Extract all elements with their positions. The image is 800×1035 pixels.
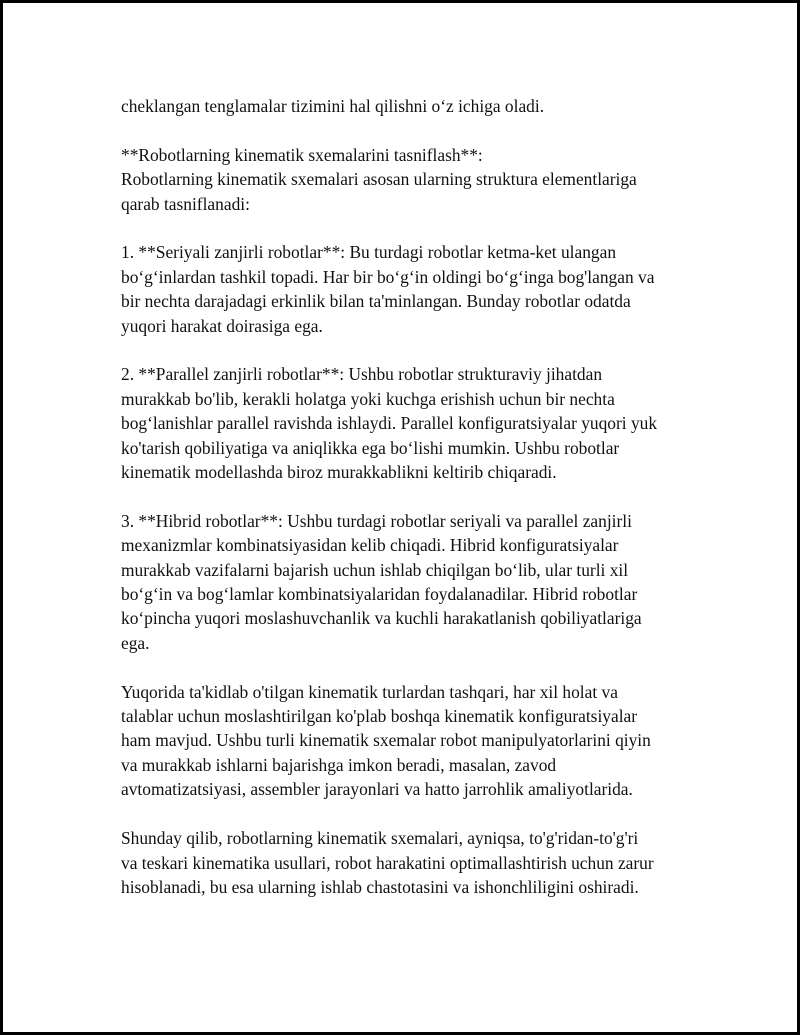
paragraph-classification-heading: **Robotlarning kinematik sxemalarini tasniflash**: Robotlarning kinematik sxemalari asosan ularning struktura elementlariga qarab tasniflanadi: [121,144,637,214]
paragraph-conclusion: Shunday qilib, robotlarning kinematik sxemalari, ayniqsa, to'g'ridan-to'g'ri va teskari kinematika usullari, robot harakatini optimallashtirish uchun zarur hisoblanadi, bu esa ularning ishlab chastotasini va ishonchliligini oshiradi. [121,828,654,897]
paragraph-serial-robots: 1. **Seriyali zanjirli robotlar**: Bu turdagi robotlar ketma-ket ulangan bo‘g‘inlardan tashkil topadi. Har bir bo‘g‘in oldingi bo‘g‘inga bog'langan va bir nechta darajadagi erkinlik bilan ta'minlangan. Bunday robotlar odatda yuqori harakat doirasiga ega. [121,242,655,336]
paragraph-other-configurations: Yuqorida ta'kidlab o'tilgan kinematik turlardan tashqari, har xil holat va talablar uchun moslashtirilgan ko'plab boshqa kinematik konfiguratsiyalar ham mavjud. Ushbu turli kinematik sxemalar robot manipulyatorlarini qiyin va murakkab ishlarni bajarishga imkon beradi, masalan, zavod avtomatizatsiyasi, assembler jarayonlari va hatto jarrohlik amaliyotlarida. [121,681,651,800]
paragraph-hybrid-robots: 3. **Hibrid robotlar**: Ushbu turdagi robotlar seriyali va parallel zanjirli mexanizmlar kombinatsiyasidan kelib chiqadi. Hibrid konfiguratsiyalar murakkab vazifalarni bajarish uchun ishlab chiqilgan bo‘lib, ular turli xil bo‘g‘in va bog‘lamlar kombinatsiyalaridan foydalanadilar. Hibrid robotlar ko‘pincha yuqori moslashuvchanlik va kuchli harakatlanish qobiliyatlariga ega. [121,510,642,653]
paragraph-intro-continuation: cheklangan tenglamalar tizimini hal qilishni o‘z ichiga oladi. [121,96,545,116]
paragraph-parallel-robots: 2. **Parallel zanjirli robotlar**: Ushbu robotlar strukturaviy jihatdan murakkab bo'lib, kerakli holatga yoki kuchga erishish uchun bir nechta bog‘lanishlar parallel ravishda ishlaydi. Parallel konfiguratsiyalar yuqori yuk ko'tarish qobiliyatiga va aniqlikka ega bo‘lishi mumkin. Ushbu robotlar kinematik modellashda biroz murakkablikni keltirib chiqaradi. [121,364,658,483]
document-body [121,94,711,924]
